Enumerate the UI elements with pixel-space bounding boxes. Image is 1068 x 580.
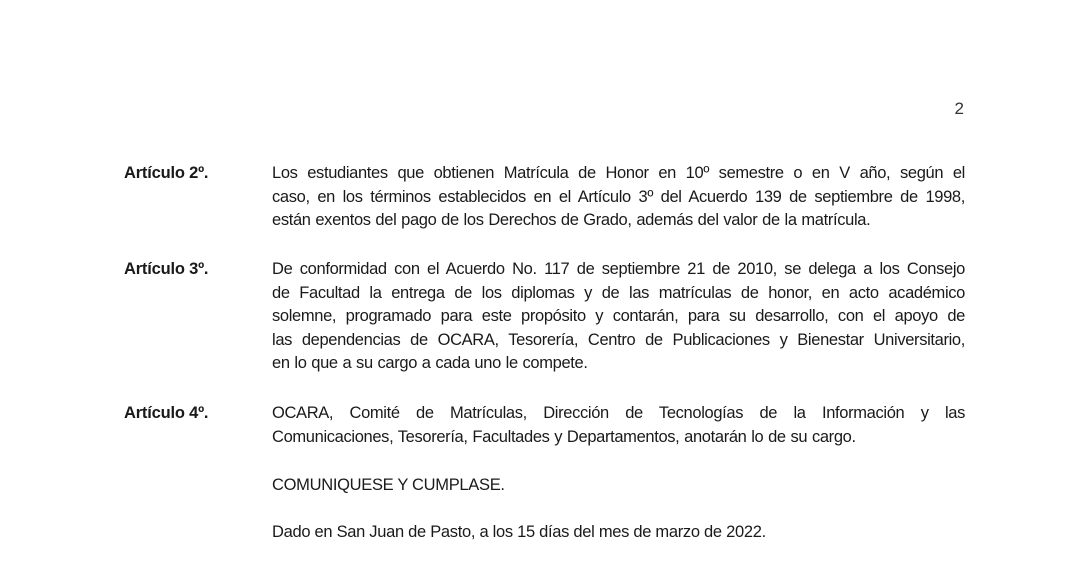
article-line: Los estudiantes que obtienen Matrícula de Honor en 10º semestre o en V año, según el [272, 164, 965, 182]
article-line: las dependencias de OCARA, Tesorería, Centro de Publicaciones y Bienestar Universitario, [272, 330, 965, 349]
article-body [272, 258, 965, 376]
article-line: de Facultad la entrega de los diplomas y de las matrículas de honor, en acto académico [272, 283, 965, 302]
page-number: 2 [954, 99, 964, 118]
article-line: solemne, programado para este propósito y contarán, para su desarrollo, con el apoyo de [272, 307, 965, 325]
closing-comuniquese: COMUNIQUESE Y CUMPLASE. [272, 476, 505, 494]
article-label: Artículo 2º. [124, 164, 209, 182]
article-line: caso, en los términos establecidos en el Artículo 3º del Acuerdo 139 de septiembre de 1998, [272, 187, 965, 206]
article-line: en lo que a su cargo a cada uno le compete. [272, 354, 588, 372]
article-line: Comunicaciones, Tesorería, Facultades y Departamentos, anotarán lo de su cargo. [272, 427, 856, 446]
article-label: Artículo 3º. [124, 260, 209, 278]
closing-dado-en: Dado en San Juan de Pasto, a los 15 días del mes de marzo de 2022. [272, 523, 766, 541]
article-line: están exentos del pago de los Derechos de Grado, además del valor de la matrícula. [272, 211, 871, 229]
article-body [272, 162, 965, 233]
article-label: Artículo 4º. [124, 404, 209, 422]
article-line: De conformidad con el Acuerdo No. 117 de septiembre 21 de 2010, se delega a los Consejo [272, 260, 965, 278]
article-body [272, 402, 965, 449]
article-line: OCARA, Comité de Matrículas, Dirección de Tecnologías de la Información y las [272, 404, 965, 422]
